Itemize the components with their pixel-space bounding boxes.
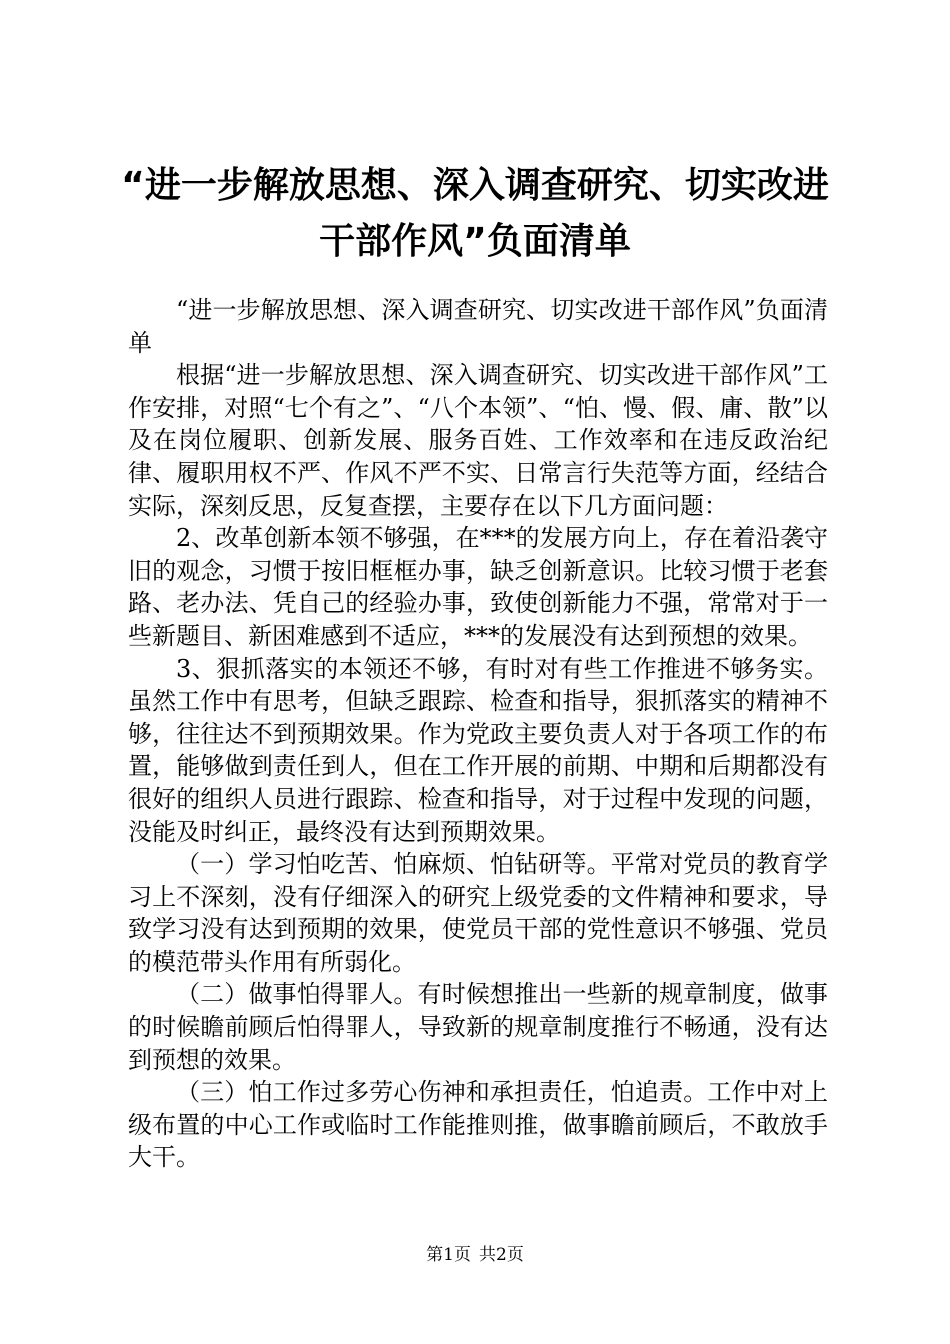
paragraph-sub-1: （一）学习怕吃苦、怕麻烦、怕钻研等。平常对党员的教育学习上不深刻，没有仔细深入的研究上级党委的文件精神和要求，导致学习没有达到预期的效果，使党员干部的党性意识不够强、党员的模范带头作用有所弱化。 bbox=[128, 850, 828, 976]
paragraph-sub-2: （二）做事怕得罪人。有时候想推出一些新的规章制度，做事的时候瞻前顾后怕得罪人，导致新的规章制度推行不畅通，没有达到预想的效果。 bbox=[128, 980, 828, 1074]
paragraph-intro: 根据“进一步解放思想、深入调查研究、切实改进干部作风”工作安排，对照“七个有之”、“八个本领”、“怕、慢、假、庸、散”以及在岗位履职、创新发展、服务百姓、工作效率和在违反政治纪律、履职用权不严、作风不严不实、日常言行失范等方面，经结合实际，深刻反思，反复查摆，主要存在以下几方面问题： bbox=[128, 361, 828, 520]
page-number: 第1页 bbox=[426, 1245, 471, 1265]
title-line-2: 干部作风”负面清单 bbox=[319, 221, 631, 262]
document-title bbox=[100, 158, 850, 270]
page-footer bbox=[0, 1244, 950, 1266]
paragraph-item-3: 3、狠抓落实的本领还不够，有时对有些工作推进不够务实。虽然工作中有思考，但缺乏跟踪、检查和指导，狠抓落实的精神不够，往往达不到预期效果。作为党政主要负责人对于各项工作的布置，能够做到责任到人，但在工作开展的前期、中期和后期都没有很好的组织人员进行跟踪、检查和指导，对于过程中发现的问题，没能及时纠正，最终没有达到预期效果。 bbox=[128, 654, 828, 846]
paragraph-subtitle: “进一步解放思想、深入调查研究、切实改进干部作风”负面清单 bbox=[128, 296, 828, 357]
paragraph-sub-3: （三）怕工作过多劳心伤神和承担责任，怕追责。工作中对上级布置的中心工作或临时工作能推则推，做事瞻前顾后，不敢放手大干。 bbox=[128, 1078, 828, 1172]
title-line-1: “进一步解放思想、深入调查研究、切实改进 bbox=[121, 165, 829, 206]
document-body bbox=[128, 294, 828, 1174]
paragraph-item-2: 2、改革创新本领不够强，在***的发展方向上，存在着沿袭守旧的观念，习惯于按旧框框办事，缺乏创新意识。比较习惯于老套路、老办法、凭自己的经验办事，致使创新能力不强，常常对于一些新题目、新困难感到不适应，***的发展没有达到预想的效果。 bbox=[128, 524, 828, 650]
page-count: 共2页 bbox=[479, 1245, 524, 1265]
